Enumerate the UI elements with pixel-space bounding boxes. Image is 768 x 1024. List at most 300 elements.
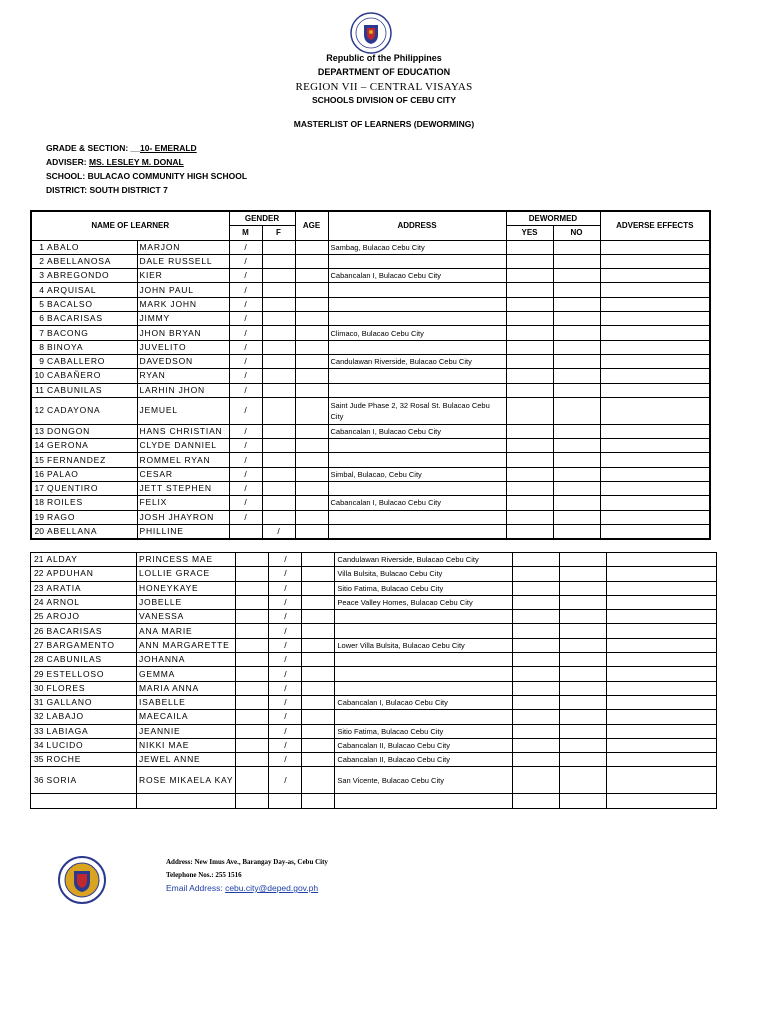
gender-f-mark: / — [269, 695, 302, 709]
gender-f-mark: / — [269, 767, 302, 794]
age-cell — [295, 453, 328, 467]
dewormed-yes-cell — [506, 297, 553, 311]
dewormed-yes-cell — [513, 624, 560, 638]
address-cell: Cabancalan I, Bulacao Cebu City — [328, 496, 506, 510]
gender-m-mark: / — [229, 283, 262, 297]
dewormed-yes-cell — [506, 254, 553, 268]
adverse-effects-cell — [607, 595, 717, 609]
address-cell: Villa Bulsita, Bulacao Cebu City — [335, 567, 513, 581]
dewormed-yes-cell — [506, 510, 553, 524]
address-cell — [335, 710, 513, 724]
first-name: JOHN PAUL — [137, 283, 229, 297]
blank-cell — [302, 794, 335, 808]
gender-m-mark — [236, 553, 269, 567]
age-cell — [295, 340, 328, 354]
dewormed-no-cell — [553, 283, 600, 297]
last-name: CABALLERO — [45, 354, 137, 368]
age-cell — [302, 653, 335, 667]
age-cell — [302, 581, 335, 595]
adverse-effects-cell — [607, 624, 717, 638]
blank-cell — [560, 794, 607, 808]
table-row — [31, 710, 717, 724]
dewormed-yes-cell — [513, 553, 560, 567]
address-cell — [335, 624, 513, 638]
address-cell: Cabancalan II, Bulacao Cebu City — [335, 738, 513, 752]
table-row — [31, 610, 717, 624]
last-name: AROJO — [45, 610, 137, 624]
dewormed-no-cell — [560, 767, 607, 794]
last-name: ABELLANA — [45, 524, 137, 539]
adverse-effects-cell — [607, 738, 717, 752]
gender-f-mark: / — [269, 667, 302, 681]
gender-f-mark: / — [269, 681, 302, 695]
last-name: ABALO — [45, 240, 137, 254]
gender-m-mark — [229, 524, 262, 539]
gender-m-mark — [236, 695, 269, 709]
dewormed-no-cell — [553, 340, 600, 354]
dewormed-yes-cell — [513, 738, 560, 752]
gender-f-mark — [262, 496, 295, 510]
gender-m-mark: / — [229, 510, 262, 524]
division-seal-icon — [58, 856, 106, 904]
row-number: 2 — [31, 254, 45, 268]
gender-m-mark — [236, 681, 269, 695]
table-row — [31, 297, 710, 311]
last-name: BACARISAS — [45, 312, 137, 326]
dewormed-yes-cell — [506, 340, 553, 354]
row-number: 28 — [31, 653, 45, 667]
first-name: DAVEDSON — [137, 354, 229, 368]
first-name: JEANNIE — [137, 724, 236, 738]
table-row — [31, 482, 710, 496]
age-cell — [295, 312, 328, 326]
row-number: 20 — [31, 524, 45, 539]
first-name: MAECAILA — [137, 710, 236, 724]
dewormed-yes-cell — [513, 695, 560, 709]
dewormed-yes-cell — [506, 467, 553, 481]
first-name: PRINCESS MAE — [137, 553, 236, 567]
table-row — [31, 369, 710, 383]
row-number: 7 — [31, 326, 45, 340]
dewormed-no-cell — [553, 254, 600, 268]
gender-m-mark: / — [229, 240, 262, 254]
adverse-effects-cell — [607, 753, 717, 767]
last-name: ALDAY — [45, 553, 137, 567]
last-name: ROILES — [45, 496, 137, 510]
first-name: FELIX — [137, 496, 229, 510]
adverse-effects-cell — [607, 681, 717, 695]
gender-m-mark — [236, 738, 269, 752]
table-row — [31, 695, 717, 709]
adverse-effects-cell — [607, 695, 717, 709]
dewormed-yes-cell — [506, 269, 553, 283]
age-cell — [295, 524, 328, 539]
table-row — [31, 667, 717, 681]
row-number: 12 — [31, 397, 45, 424]
dewormed-yes-cell — [513, 753, 560, 767]
adverse-effects-cell — [600, 467, 710, 481]
address-cell: Candulawan Riverside, Bulacao Cebu City — [328, 354, 506, 368]
table-row — [31, 340, 710, 354]
table-row — [31, 681, 717, 695]
last-name: ARQUISAL — [45, 283, 137, 297]
age-cell — [295, 269, 328, 283]
dewormed-no-cell — [553, 269, 600, 283]
dewormed-yes-cell — [506, 283, 553, 297]
age-cell — [302, 767, 335, 794]
age-cell — [295, 482, 328, 496]
address-cell — [328, 383, 506, 397]
last-name: GERONA — [45, 439, 137, 453]
adverse-effects-cell — [607, 724, 717, 738]
header-yes: YES — [506, 226, 553, 240]
age-cell — [295, 297, 328, 311]
dewormed-no-cell — [560, 610, 607, 624]
row-number: 22 — [31, 567, 45, 581]
dewormed-no-cell — [560, 595, 607, 609]
first-name: ANN MARGARETTE — [137, 638, 236, 652]
adverse-effects-cell — [600, 240, 710, 254]
gender-f-mark: / — [269, 753, 302, 767]
age-cell — [302, 638, 335, 652]
learners-table-female — [30, 552, 717, 809]
gender-m-mark — [236, 595, 269, 609]
blank-cell — [513, 794, 560, 808]
last-name: SORIA — [45, 767, 137, 794]
first-name: ROSE MIKAELA KAY — [137, 767, 236, 794]
table-row — [31, 354, 710, 368]
dewormed-no-cell — [560, 653, 607, 667]
table-row — [31, 283, 710, 297]
gender-m-mark — [236, 624, 269, 638]
address-cell — [328, 453, 506, 467]
gender-m-mark — [236, 567, 269, 581]
age-cell — [295, 369, 328, 383]
last-name: CADAYONA — [45, 397, 137, 424]
dewormed-yes-cell — [506, 383, 553, 397]
age-cell — [295, 354, 328, 368]
address-cell — [328, 510, 506, 524]
address-cell: Simbal, Bulacao, Cebu City — [328, 467, 506, 481]
adverse-effects-cell — [600, 283, 710, 297]
dewormed-no-cell — [553, 297, 600, 311]
address-cell: Lower Villa Bulsita, Bulacao Cebu City — [335, 638, 513, 652]
gender-f-mark — [262, 297, 295, 311]
header-no: NO — [553, 226, 600, 240]
gender-f-mark — [262, 397, 295, 424]
gender-f-mark — [262, 482, 295, 496]
gender-m-mark: / — [229, 453, 262, 467]
dewormed-yes-cell — [506, 439, 553, 453]
last-name: LUCIDO — [45, 738, 137, 752]
gender-f-mark — [262, 453, 295, 467]
gender-m-mark — [236, 653, 269, 667]
table-row — [31, 453, 710, 467]
grade-label: GRADE & SECTION: __ — [46, 143, 140, 153]
address-cell — [328, 312, 506, 326]
age-cell — [295, 496, 328, 510]
dewormed-yes-cell — [506, 453, 553, 467]
email-link[interactable]: cebu.city@deped.gov.ph — [225, 883, 319, 893]
dewormed-yes-cell — [506, 326, 553, 340]
gender-m-mark: / — [229, 326, 262, 340]
gender-m-mark: / — [229, 340, 262, 354]
address-cell: Climaco, Bulacao Cebu City — [328, 326, 506, 340]
dewormed-no-cell — [553, 510, 600, 524]
last-name: CABUNILAS — [45, 383, 137, 397]
footer-email — [166, 883, 318, 893]
table-row — [31, 595, 717, 609]
dewormed-yes-cell — [513, 724, 560, 738]
last-name: BACALSO — [45, 297, 137, 311]
dewormed-no-cell — [560, 753, 607, 767]
gender-f-mark: / — [269, 624, 302, 638]
adverse-effects-cell — [600, 482, 710, 496]
blank-cell — [137, 794, 236, 808]
row-number: 15 — [31, 453, 45, 467]
age-cell — [295, 439, 328, 453]
last-name: ABELLANOSA — [45, 254, 137, 268]
deped-seal-icon — [350, 12, 392, 54]
dewormed-yes-cell — [513, 567, 560, 581]
adverse-effects-cell — [607, 567, 717, 581]
row-number: 21 — [31, 553, 45, 567]
adverse-effects-cell — [607, 710, 717, 724]
gender-m-mark: / — [229, 439, 262, 453]
adverse-effects-cell — [600, 297, 710, 311]
last-name: ARATIA — [45, 581, 137, 595]
age-cell — [302, 724, 335, 738]
address-cell — [335, 681, 513, 695]
dewormed-yes-cell — [513, 595, 560, 609]
adviser — [46, 157, 184, 167]
row-number: 17 — [31, 482, 45, 496]
division-text: SCHOOLS DIVISION OF CEBU CITY — [311, 95, 457, 105]
dewormed-yes-cell — [513, 638, 560, 652]
row-number: 24 — [31, 595, 45, 609]
age-cell — [302, 738, 335, 752]
row-number: 33 — [31, 724, 45, 738]
row-number: 30 — [31, 681, 45, 695]
first-name: MARJON — [137, 240, 229, 254]
gender-m-mark: / — [229, 312, 262, 326]
first-name: GEMMA — [137, 667, 236, 681]
dewormed-yes-cell — [513, 581, 560, 595]
first-name: JUVELITO — [137, 340, 229, 354]
age-cell — [302, 667, 335, 681]
adviser-label: ADVISER: — [46, 157, 89, 167]
gender-m-mark: / — [229, 297, 262, 311]
dewormed-no-cell — [553, 524, 600, 539]
department-text: DEPARTMENT OF EDUCATION — [317, 67, 451, 77]
adverse-effects-cell — [600, 269, 710, 283]
first-name: LARHIN JHON — [137, 383, 229, 397]
dewormed-yes-cell — [506, 397, 553, 424]
gender-m-mark: / — [229, 269, 262, 283]
table-row — [31, 254, 710, 268]
address-cell: Sitio Fatima, Bulacao Cebu City — [335, 724, 513, 738]
dewormed-no-cell — [560, 738, 607, 752]
gender-f-mark: / — [269, 638, 302, 652]
age-cell — [302, 753, 335, 767]
address-cell — [328, 340, 506, 354]
adverse-effects-cell — [600, 369, 710, 383]
dewormed-no-cell — [560, 667, 607, 681]
table-row — [31, 383, 710, 397]
first-name: CLYDE DANNIEL — [137, 439, 229, 453]
gender-f-mark — [262, 383, 295, 397]
table-row — [31, 312, 710, 326]
gender-m-mark — [236, 724, 269, 738]
dewormed-yes-cell — [506, 496, 553, 510]
row-number: 4 — [31, 283, 45, 297]
row-number: 14 — [31, 439, 45, 453]
adverse-effects-cell — [607, 667, 717, 681]
row-number: 29 — [31, 667, 45, 681]
table-row — [31, 767, 717, 794]
row-number: 27 — [31, 638, 45, 652]
row-number: 8 — [31, 340, 45, 354]
gender-m-mark: / — [229, 397, 262, 424]
address-cell: San Vicente, Bulacao Cebu City — [335, 767, 513, 794]
row-number: 1 — [31, 240, 45, 254]
dewormed-no-cell — [553, 240, 600, 254]
adverse-effects-cell — [600, 326, 710, 340]
first-name: JETT STEPHEN — [137, 482, 229, 496]
dewormed-no-cell — [553, 354, 600, 368]
adviser-value: MS. LESLEY M. DONAL — [88, 157, 184, 167]
adverse-effects-cell — [607, 767, 717, 794]
row-number: 35 — [31, 753, 45, 767]
gender-m-mark: / — [229, 496, 262, 510]
row-number: 9 — [31, 354, 45, 368]
age-cell — [302, 610, 335, 624]
row-number: 25 — [31, 610, 45, 624]
blank-row — [31, 794, 717, 808]
row-number: 18 — [31, 496, 45, 510]
first-name: MARIA ANNA — [137, 681, 236, 695]
first-name: JOHANNA — [137, 653, 236, 667]
last-name: ESTELLOSO — [45, 667, 137, 681]
gender-f-mark: / — [262, 524, 295, 539]
adverse-effects-cell — [607, 638, 717, 652]
gender-m-mark — [236, 753, 269, 767]
last-name: BACARISAS — [45, 624, 137, 638]
row-number: 6 — [31, 312, 45, 326]
gender-m-mark: / — [229, 369, 262, 383]
first-name: JOSH JHAYRON — [137, 510, 229, 524]
address-cell: Candulawan Riverside, Bulacao Cebu City — [335, 553, 513, 567]
gender-m-mark: / — [229, 254, 262, 268]
last-name: DONGON — [45, 424, 137, 438]
school-label: SCHOOL: — [46, 171, 88, 181]
dewormed-no-cell — [560, 567, 607, 581]
address-cell: Cabancalan I, Bulacao Cebu City — [335, 695, 513, 709]
row-number: 13 — [31, 424, 45, 438]
first-name: JIMMY — [137, 312, 229, 326]
address-cell — [328, 524, 506, 539]
gender-f-mark — [262, 354, 295, 368]
blank-cell — [45, 794, 137, 808]
adverse-effects-cell — [600, 397, 710, 424]
table-row — [31, 269, 710, 283]
grade-section — [46, 143, 197, 153]
last-name: LABIAGA — [45, 724, 137, 738]
gender-m-mark — [236, 710, 269, 724]
gender-m-mark — [236, 767, 269, 794]
address-cell — [328, 439, 506, 453]
first-name: CESAR — [137, 467, 229, 481]
blank-cell — [236, 794, 269, 808]
row-number: 10 — [31, 369, 45, 383]
address-cell: Saint Jude Phase 2, 32 Rosal St. Bulacao Cebu City — [328, 397, 506, 424]
last-name: APDUHAN — [45, 567, 137, 581]
age-cell — [302, 681, 335, 695]
age-cell — [295, 254, 328, 268]
gender-f-mark — [262, 269, 295, 283]
table-row — [31, 653, 717, 667]
adverse-effects-cell — [600, 383, 710, 397]
row-number: 16 — [31, 467, 45, 481]
last-name: BACONG — [45, 326, 137, 340]
dewormed-yes-cell — [506, 424, 553, 438]
last-name: ROCHE — [45, 753, 137, 767]
adverse-effects-cell — [600, 496, 710, 510]
row-number: 34 — [31, 738, 45, 752]
age-cell — [295, 510, 328, 524]
footer-telephone: Telephone Nos.: 255 1516 — [166, 871, 242, 879]
gender-f-mark — [262, 240, 295, 254]
dewormed-no-cell — [560, 581, 607, 595]
address-cell: Cabancalan I, Bulacao Cebu City — [328, 424, 506, 438]
dewormed-no-cell — [553, 326, 600, 340]
table-row — [31, 753, 717, 767]
table-row — [31, 581, 717, 595]
age-cell — [295, 467, 328, 481]
dewormed-no-cell — [560, 710, 607, 724]
adverse-effects-cell — [600, 254, 710, 268]
age-cell — [295, 283, 328, 297]
address-cell — [328, 283, 506, 297]
gender-f-mark: / — [269, 610, 302, 624]
address-cell — [328, 482, 506, 496]
table-row — [31, 524, 710, 539]
gender-f-mark — [262, 283, 295, 297]
gender-f-mark — [262, 467, 295, 481]
table-row — [31, 738, 717, 752]
row-number: 3 — [31, 269, 45, 283]
dewormed-no-cell — [553, 369, 600, 383]
dewormed-yes-cell — [506, 369, 553, 383]
address-cell: Peace Valley Homes, Bulacao Cebu City — [335, 595, 513, 609]
gender-m-mark: / — [229, 383, 262, 397]
header-age: AGE — [295, 211, 328, 240]
gender-m-mark: / — [229, 354, 262, 368]
blank-cell — [269, 794, 302, 808]
last-name: QUENTIRO — [45, 482, 137, 496]
row-number: 31 — [31, 695, 45, 709]
adverse-effects-cell — [600, 340, 710, 354]
gender-m-mark — [236, 610, 269, 624]
region-text: REGION VII – CENTRAL VISAYAS — [295, 81, 473, 93]
gender-f-mark: / — [269, 581, 302, 595]
age-cell — [302, 695, 335, 709]
age-cell — [295, 383, 328, 397]
dewormed-no-cell — [553, 482, 600, 496]
dewormed-no-cell — [553, 312, 600, 326]
gender-f-mark — [262, 510, 295, 524]
gender-f-mark: / — [269, 553, 302, 567]
